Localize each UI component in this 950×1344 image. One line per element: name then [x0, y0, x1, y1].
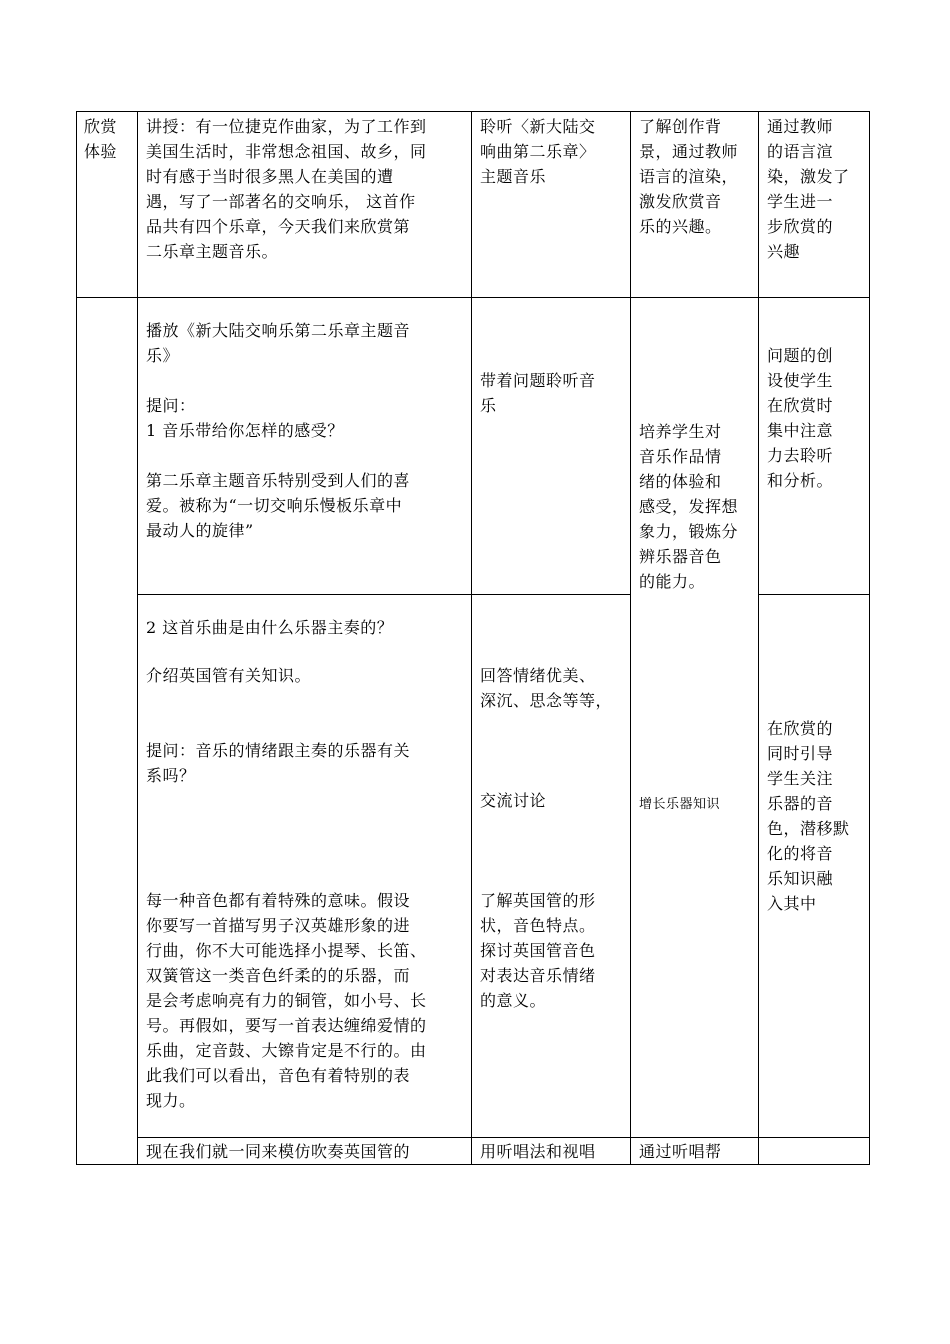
text-line: 双簧管这一类音色纤柔的的乐器，而: [146, 966, 411, 985]
column-divider-1: [137, 111, 138, 1165]
text-line: 同时引导: [767, 744, 834, 763]
text-line: 系吗？: [146, 766, 196, 785]
text-line: 乐器的音: [767, 794, 834, 813]
row2-design-intent: [639, 419, 755, 594]
text-line: 探讨英国管音色: [480, 941, 596, 960]
row-divider-2b: [758, 594, 870, 595]
text-line: 爱。被称为“一切交响乐慢板乐章中: [146, 496, 403, 515]
row3-student-learning: [480, 888, 628, 1013]
text-line: 的能力。: [639, 572, 706, 591]
text-line: 的意义。: [480, 991, 547, 1010]
text-line: 介绍英国管有关知识。: [146, 666, 312, 685]
text-line: 提问：: [146, 396, 196, 415]
text-line: 培养学生对: [639, 422, 722, 441]
text-line: 讲授：有一位捷克作曲家，为了工作到: [146, 117, 427, 136]
text-line: 辨乐器音色: [639, 547, 722, 566]
text-line: 学生关注: [767, 769, 834, 788]
text-line: 用听唱法和视唱: [480, 1142, 596, 1161]
text-line: 化的将音: [767, 844, 834, 863]
text-line: 回答情绪优美、: [480, 666, 596, 685]
text-line: 象力，锻炼分: [639, 522, 739, 541]
text-line: 1 音乐带给你怎样的感受？: [146, 421, 344, 440]
text-line: 状，音色特点。: [480, 916, 596, 935]
text-line: 是会考虑响亮有力的铜管，如小号、长: [146, 991, 427, 1010]
text-line: 激发欣赏音: [639, 192, 722, 211]
table-border-top: [76, 111, 870, 112]
row4-student-activity: [480, 1139, 628, 1164]
section-label-line: 欣赏: [84, 117, 118, 136]
text-line: 音乐作品情: [639, 447, 722, 466]
text-line: 景，通过教师: [639, 142, 739, 161]
text-line: 集中注意: [767, 421, 834, 440]
text-line: 学生进一: [767, 192, 834, 211]
text-line: 乐的兴趣。: [639, 217, 722, 236]
table-border-bottom: [76, 1164, 870, 1165]
text-line: 步欣赏的: [767, 217, 834, 236]
text-line: 响曲第二乐章〉: [480, 142, 596, 161]
text-line: 乐曲，定音鼓、大镲肯定是不行的。由: [146, 1041, 427, 1060]
column-divider-3: [630, 111, 631, 1165]
row2-remark: [767, 343, 867, 493]
text-line: 力去聆听: [767, 446, 834, 465]
text-line: 在欣赏的: [767, 719, 834, 738]
row-divider-3: [137, 1137, 870, 1138]
text-line: 交流讨论: [480, 791, 547, 810]
row1-teacher-activity: [146, 114, 468, 264]
row4-teacher-activity: [146, 1139, 468, 1164]
text-line: 遇，写了一部著名的交响乐， 这首作: [146, 192, 416, 211]
text-line: 绪的体验和: [639, 472, 722, 491]
row1-design-intent: [639, 114, 755, 239]
row3-question-2: [146, 615, 468, 640]
text-line: 聆听〈新大陆交: [480, 117, 596, 136]
text-line: 美国生活时，非常想念祖国、故乡，同: [146, 142, 427, 161]
text-line: 的语言渲: [767, 142, 834, 161]
text-line: 在欣赏时: [767, 396, 834, 415]
row3-intro: [146, 663, 468, 688]
text-line: 和分析。: [767, 471, 834, 490]
text-line: 品共有四个乐章，今天我们来欣赏第: [146, 217, 411, 236]
text-line: 最动人的旋律”: [146, 521, 254, 540]
text-line: 乐知识融: [767, 869, 834, 888]
text-line: 第二乐章主题音乐特别受到人们的喜: [146, 471, 411, 490]
text-line: 深沉、思念等等，: [480, 691, 613, 710]
text-line: 时有感于当时很多黑人在美国的遭: [146, 167, 394, 186]
text-line: 乐: [480, 396, 497, 415]
text-line: 主题音乐: [480, 167, 547, 186]
text-line: 现力。: [146, 1091, 196, 1110]
table-border-left: [76, 111, 77, 1165]
text-line: 每一种音色都有着特殊的意味。假设: [146, 891, 411, 910]
text-line: 染，激发了: [767, 167, 850, 186]
table-border-right: [869, 111, 870, 1165]
row1-student-activity: [480, 114, 628, 189]
row-divider-1: [76, 297, 870, 298]
row1-remark: [767, 114, 867, 264]
text-line: 带着问题聆听音: [480, 371, 596, 390]
row3-student-discussion: [480, 788, 628, 813]
text-line: 感受，发挥想: [639, 497, 739, 516]
text-line: 了解英国管的形: [480, 891, 596, 910]
row3-remark: [767, 716, 867, 916]
text-line: 号。再假如，要写一首表达缠绵爱情的: [146, 1016, 427, 1035]
row3-timbre-explanation: [146, 888, 468, 1113]
text-line: 了解创作背: [639, 117, 722, 136]
row-divider-2: [137, 594, 631, 595]
text-line: 通过教师: [767, 117, 834, 136]
row2-student-activity: [480, 368, 628, 418]
text-line: 设使学生: [767, 371, 834, 390]
row3-design-intent: [639, 792, 755, 817]
text-line: 乐》: [146, 346, 180, 365]
text-line: 二乐章主题音乐。: [146, 242, 279, 261]
column-divider-2: [471, 111, 472, 1165]
row4-design-intent: [639, 1139, 755, 1164]
text-line: 增长乐器知识: [639, 797, 721, 812]
text-line: 通过听唱帮: [639, 1142, 722, 1161]
text-line: 提问：音乐的情绪跟主奏的乐器有关: [146, 741, 411, 760]
text-line: 兴趣: [767, 242, 801, 261]
text-line: 问题的创: [767, 346, 834, 365]
text-line: 语言的渲染，: [639, 167, 739, 186]
text-line: 此我们可以看出，音色有着特别的表: [146, 1066, 411, 1085]
column-divider-4: [758, 111, 759, 1165]
row1-section-label: [84, 114, 134, 164]
text-line: 你要写一首描写男子汉英雄形象的进: [146, 916, 411, 935]
text-line: 行曲，你不大可能选择小提琴、长笛、: [146, 941, 427, 960]
text-line: 2 这首乐曲是由什么乐器主奏的？: [146, 618, 394, 637]
text-line: 现在我们就一同来模仿吹奏英国管的: [146, 1142, 411, 1161]
text-line: 播放《新大陆交响乐第二乐章主题音: [146, 321, 411, 340]
row3-student-answer: [480, 663, 628, 713]
text-line: 对表达音乐情绪: [480, 966, 596, 985]
row3-question-3: [146, 738, 468, 788]
text-line: 入其中: [767, 894, 817, 913]
text-line: 色，潜移默: [767, 819, 850, 838]
row2-teacher-activity: [146, 318, 468, 543]
section-label-line: 体验: [84, 142, 118, 161]
